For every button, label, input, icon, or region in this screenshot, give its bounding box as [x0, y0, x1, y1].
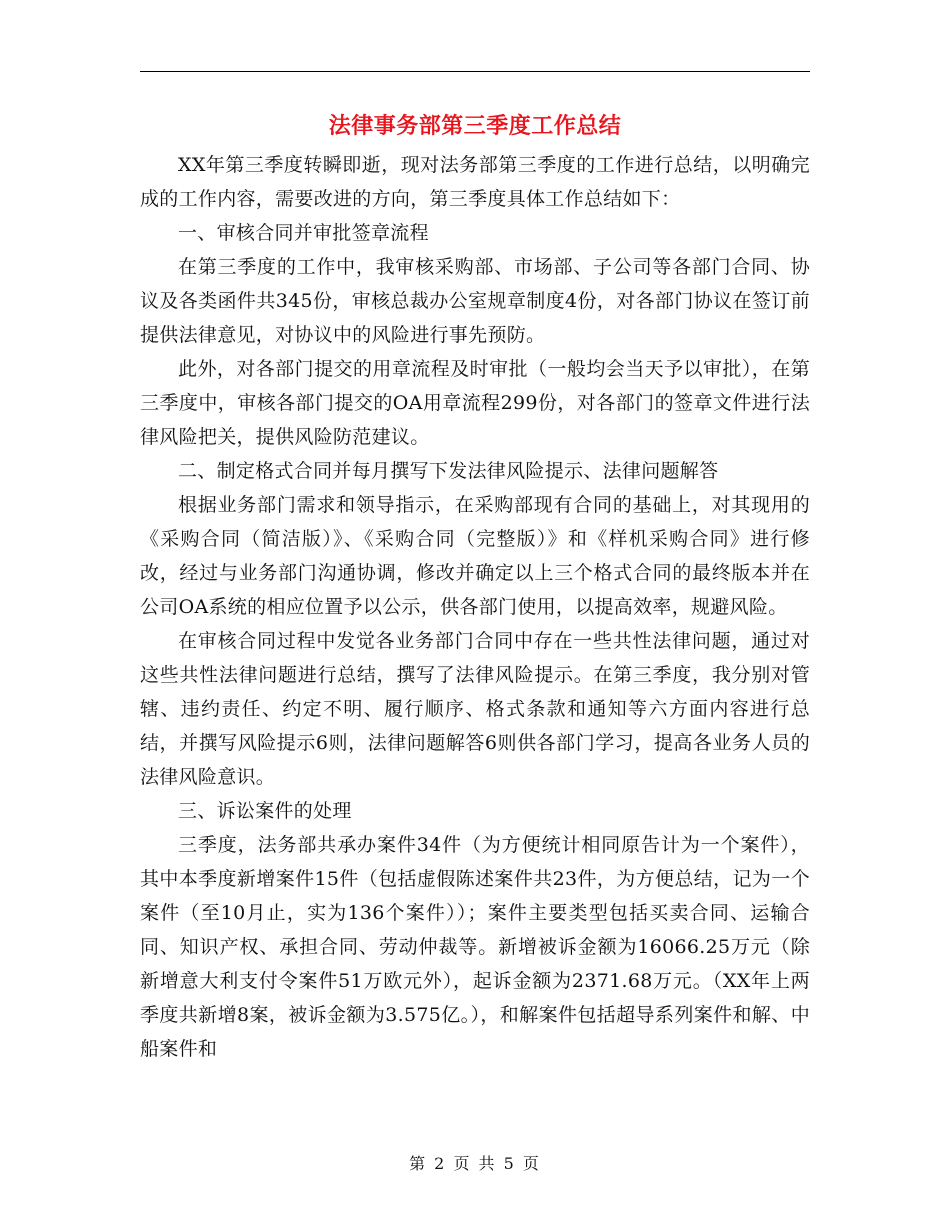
section-heading-1: 一、审核合同并审批签章流程: [178, 222, 429, 244]
paragraph-litigation: 三季度，法务部共承办案件34件（为方便统计相同原告计为一个案件），其中本季度新增案件15件（包括虚假陈述案件共23件，为方便总结，记为一个案件（至10月止，实为136个案件））；案件主要类型包括买卖合同、运输合同、知识产权、承担合同、劳动仲裁等。新增被诉金额为16066.25万元（除新增意大利支付令案件51万欧元外），起诉金额为2371.68万元。（XX年上两季度共新增8案，被诉金额为3.575亿。），和解案件包括超导系列案件和解、中船案件和: [140, 834, 810, 1060]
paragraph-format-contracts: 根据业务部门需求和领导指示，在采购部现有合同的基础上，对其现用的《采购合同（简洁版）》、《采购合同（完整版）》和《样机采购合同》进行修改，经过与业务部门沟通协调，修改并确定以上三个格式合同的最终版本并在公司OA系统的相应位置予以公示，供各部门使用，以提高效率，规避风险。: [140, 494, 810, 618]
paragraph-seal-approval: 此外，对各部门提交的用章流程及时审批（一般均会当天予以审批），在第三季度中，审核各部门提交的OA用章流程299份，对各部门的签章文件进行法律风险把关，提供风险防范建议。: [140, 358, 810, 448]
section-heading-2: 二、制定格式合同并每月撰写下发法律风险提示、法律问题解答: [178, 460, 719, 482]
paragraph-intro: XX年第三季度转瞬即逝，现对法务部第三季度的工作进行总结，以明确完成的工作内容，需要改进的方向，第三季度具体工作总结如下：: [140, 154, 810, 210]
document-title: 法律事务部第三季度工作总结: [328, 113, 622, 139]
page-number-footer: 第 2 页 共 5 页: [409, 1154, 541, 1173]
header-rule: [140, 71, 810, 72]
section-heading-3: 三、诉讼案件的处理: [178, 800, 352, 822]
document-body: [140, 148, 810, 1066]
paragraph-risk-tips: 在审核合同过程中发觉各业务部门合同中存在一些共性法律问题，通过对这些共性法律问题进行总结，撰写了法律风险提示。在第三季度，我分别对管辖、违约责任、约定不明、履行顺序、格式条款和通知等六方面内容进行总结，并撰写风险提示6则，法律问题解答6则供各部门学习，提高各业务人员的法律风险意识。: [140, 630, 810, 788]
paragraph-contract-review: 在第三季度的工作中，我审核采购部、市场部、子公司等各部门合同、协议及各类函件共345份，审核总裁办公室规章制度4份，对各部门协议在签订前提供法律意见，对协议中的风险进行事先预防。: [140, 256, 810, 346]
